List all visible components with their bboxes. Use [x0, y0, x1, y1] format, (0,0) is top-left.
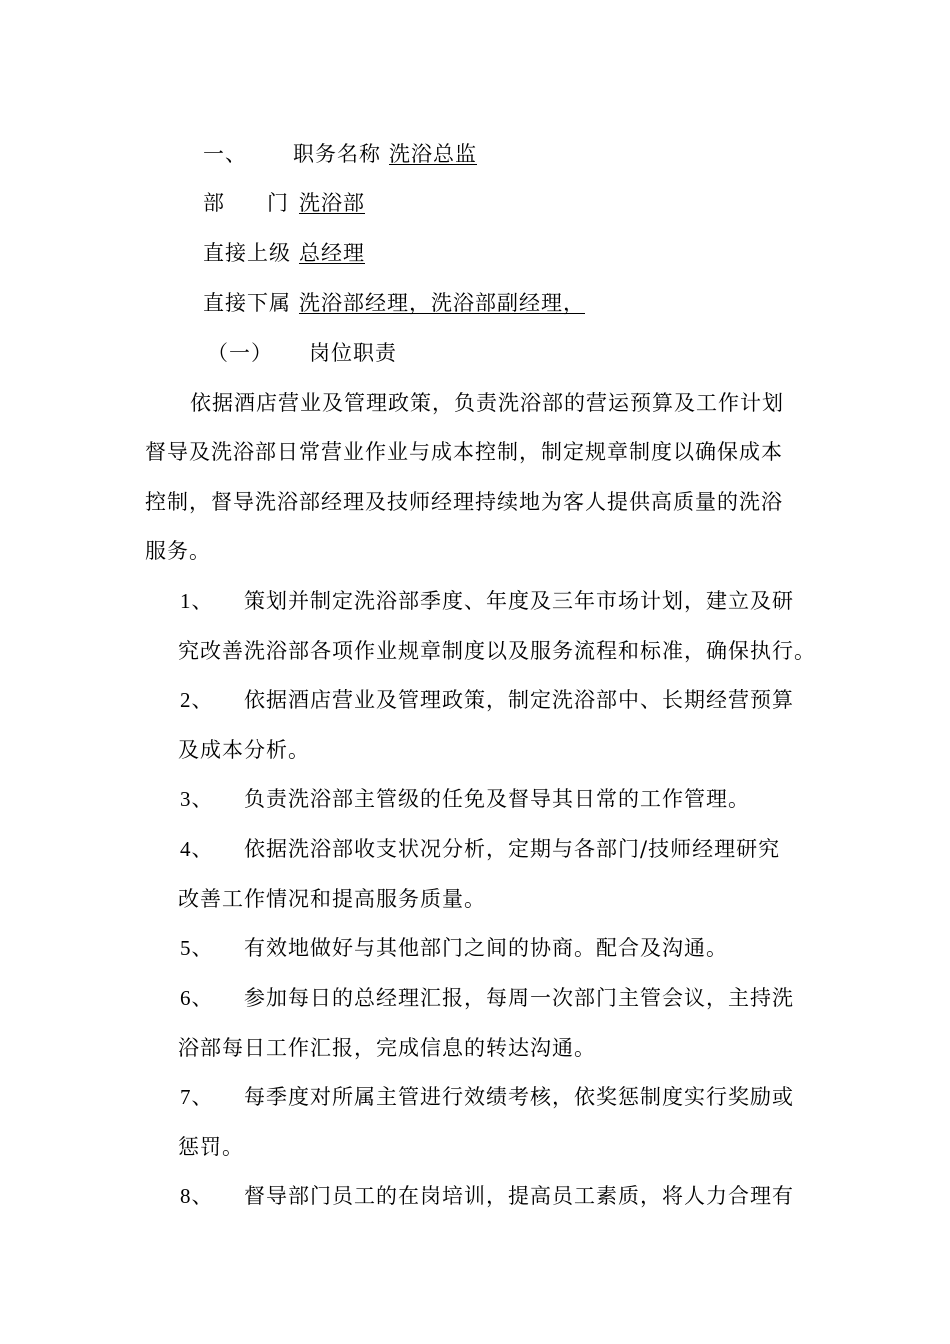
list-item-continuation: 惩罚。 — [178, 1135, 244, 1159]
intro-line: 督导及洗浴部日常营业作业与成本控制，制定规章制度以确保成本 — [145, 440, 783, 464]
header-dept-line — [203, 188, 365, 218]
list-item-number: 5、 — [180, 936, 214, 960]
list-item-line — [180, 784, 750, 814]
list-item-text: 依据洗浴部收支状况分析，定期与各部门/技师经理研究 — [244, 837, 781, 861]
list-item-line — [180, 1181, 794, 1211]
superior-label: 直接上级 — [203, 241, 291, 265]
list-item-number: 8、 — [180, 1184, 214, 1208]
dept-label-a: 部 — [203, 191, 225, 215]
title-value: 洗浴总监 — [389, 142, 477, 166]
list-item-line — [180, 983, 794, 1013]
header-title-line — [203, 139, 477, 169]
list-item-number: 6、 — [180, 986, 214, 1010]
list-item-number: 3、 — [180, 787, 214, 811]
list-item-continuation: 及成本分析。 — [178, 738, 310, 762]
intro-line: 依据酒店营业及管理政策，负责洗浴部的营运预算及工作计划 — [190, 391, 784, 415]
section-heading-marker: （一） — [207, 341, 273, 365]
subordinate-label: 直接下属 — [203, 291, 291, 315]
list-item-number: 4、 — [180, 837, 214, 861]
list-item-number: 2、 — [180, 688, 214, 712]
subordinate-value: 洗浴部经理，洗浴部副经理， — [299, 291, 585, 315]
list-item-continuation: 改善工作情况和提高服务质量。 — [178, 887, 486, 911]
dept-label-b: 门 — [267, 191, 289, 215]
list-item-line — [180, 834, 780, 864]
list-item-number: 1、 — [180, 589, 214, 613]
list-item-line — [180, 586, 794, 616]
header-subordinate-line — [203, 288, 585, 318]
list-item-text: 依据酒店营业及管理政策，制定洗浴部中、长期经营预算 — [244, 688, 794, 712]
section-heading-title: 岗位职责 — [309, 341, 397, 365]
list-item-text: 每季度对所属主管进行效绩考核，依奖惩制度实行奖励或 — [244, 1085, 794, 1109]
intro-line: 服务。 — [145, 539, 211, 563]
list-item-text: 督导部门员工的在岗培训，提高员工素质，将人力合理有 — [244, 1184, 794, 1208]
list-item-text: 策划并制定洗浴部季度、年度及三年市场计划，建立及研 — [244, 589, 794, 613]
section-heading — [207, 338, 397, 368]
list-item-text: 有效地做好与其他部门之间的协商。配合及沟通。 — [244, 936, 728, 960]
list-item-text: 负责洗浴部主管级的任免及督导其日常的工作管理。 — [244, 787, 750, 811]
title-label: 职务名称 — [293, 142, 381, 166]
intro-line: 控制，督导洗浴部经理及技师经理持续地为客人提供高质量的洗浴 — [145, 490, 783, 514]
superior-value: 总经理 — [299, 241, 365, 265]
list-item-text: 参加每日的总经理汇报，每周一次部门主管会议，主持洗 — [244, 986, 794, 1010]
list-item-continuation: 究改善洗浴部各项作业规章制度以及服务流程和标准，确保执行。 — [178, 639, 816, 663]
header-superior-line — [203, 238, 365, 268]
list-item-line — [180, 933, 728, 963]
list-item-continuation: 浴部每日工作汇报，完成信息的转达沟通。 — [178, 1036, 596, 1060]
list-item-line — [180, 685, 794, 715]
list-item-number: 7、 — [180, 1085, 214, 1109]
dept-value: 洗浴部 — [299, 191, 365, 215]
section-marker: 一、 — [203, 142, 247, 166]
list-item-line — [180, 1082, 794, 1112]
